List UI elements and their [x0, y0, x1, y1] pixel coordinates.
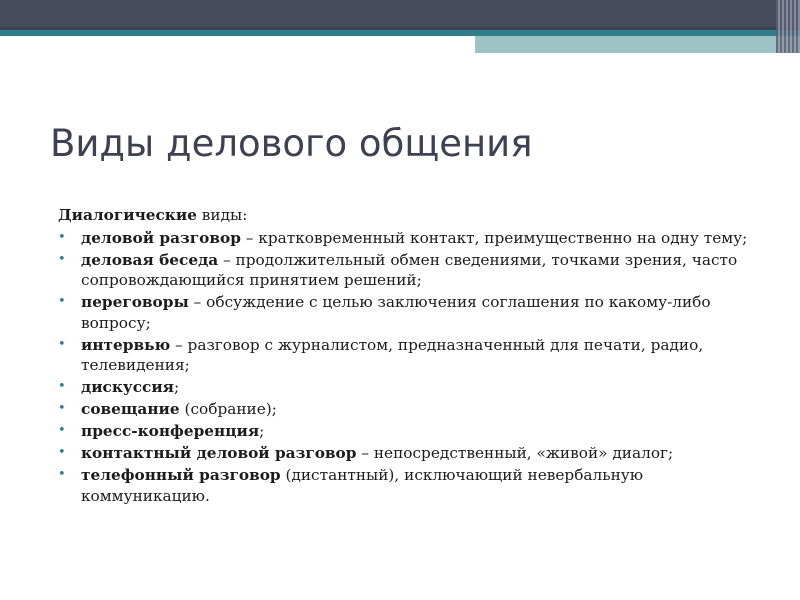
bullet-icon: • [58, 229, 66, 245]
bullet-icon: • [58, 423, 66, 438]
list-item [58, 228, 758, 249]
list-item [58, 399, 758, 420]
slide-title: Виды делового общения [50, 122, 533, 165]
bullet-icon: • [58, 445, 66, 460]
item-description: – кратковременный контакт, преимущественно на одну тему; [240, 228, 748, 247]
list-item [58, 421, 758, 442]
item-description: – продолжительный обмен сведениями, точками зрения, часто сопровождающийся принятием решений; [81, 250, 738, 289]
item-description: (собрание); [179, 400, 277, 418]
slide-content [58, 205, 758, 508]
item-term: деловой разговор [81, 228, 241, 247]
item-description: – непосредственный, «живой» диалог; [356, 444, 674, 462]
item-description: (дистантный), исключающий невербальную коммуникацию. [81, 466, 644, 505]
item-description: ; [259, 422, 265, 440]
list-item [58, 443, 758, 464]
bullet-icon: • [58, 467, 66, 482]
bullet-list [58, 228, 758, 507]
list-item [58, 335, 758, 376]
header-dark-bar [0, 0, 800, 27]
item-term: интервью [81, 335, 171, 354]
item-term: совещание [81, 400, 180, 418]
item-description: ; [173, 378, 180, 396]
item-term: дискуссия [81, 378, 174, 396]
bullet-icon: • [58, 379, 66, 394]
item-description: – обсуждение с целью заключения соглашения по какому-либо вопросу; [81, 293, 711, 332]
header-decorative-stripes [776, 0, 800, 53]
bullet-icon: • [58, 401, 66, 416]
item-term: телефонный разговор [81, 466, 281, 484]
list-item [58, 292, 758, 333]
intro-line [58, 205, 758, 226]
header-teal-band [475, 36, 800, 53]
item-term: переговоры [81, 293, 189, 311]
list-item [58, 250, 758, 291]
intro-rest: виды: [196, 206, 248, 224]
intro-bold: Диалогические [58, 206, 197, 224]
item-term: контактный деловой разговор [81, 444, 357, 462]
list-item [58, 377, 758, 398]
bullet-icon: • [58, 294, 66, 309]
list-item [58, 465, 758, 506]
bullet-icon: • [58, 336, 66, 352]
bullet-icon: • [58, 251, 66, 267]
item-description: – разговор с журналистом, предназначенный для печати, радио, телевидения; [81, 335, 704, 374]
item-term: деловая беседа [81, 250, 219, 269]
item-term: пресс-конференция [81, 422, 260, 440]
